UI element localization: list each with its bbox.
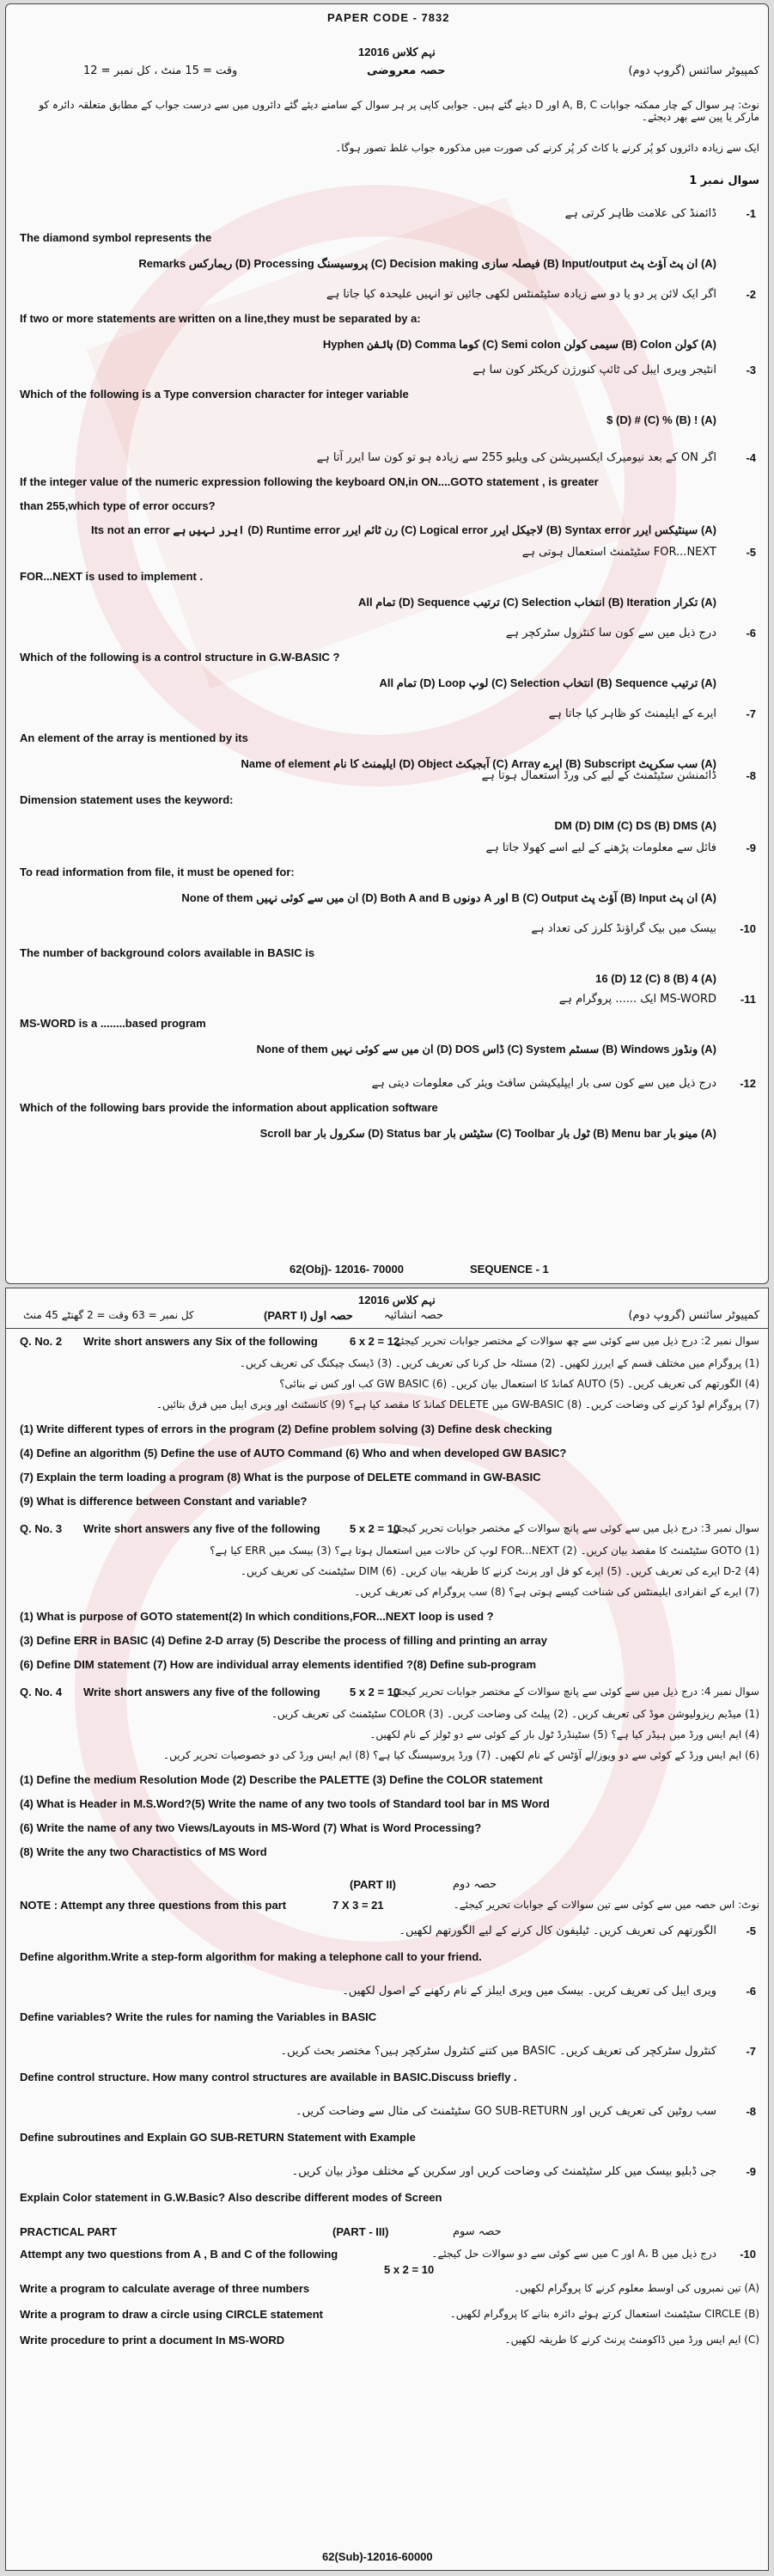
practical-english: Write a program to draw a circle using CIRCLE statement	[20, 2308, 324, 2321]
paper-code: PAPER CODE - 7832	[327, 11, 450, 24]
long-question-english: Explain Color statement in G.W.Basic? Also describe different modes of Screen	[20, 2191, 442, 2204]
practical-urdu: (B) CIRCLE سٹیٹمنٹ استعمال کرتے ہوئے دائرہ بنانے کا پروگرام لکھیں۔	[449, 2308, 759, 2320]
mcq-urdu-text: بیسک میں بیک گراؤنڈ کلرز کی تعداد ہے	[531, 922, 716, 935]
question-2-urdu-line: (7) پروگرام لوڈ کرنے کی وضاحت کریں۔ (8) GW-BASIC میں DELETE کمانڈ کا مقصد کیا ہے؟ (9) کانسٹنٹ اور ویری ایبل میں فرق بتائیں۔	[155, 1398, 759, 1410]
mcq-english-text: MS-WORD is a ........based program	[20, 1017, 206, 1030]
part-3-label: (PART - III)	[332, 2225, 389, 2238]
question-2-urdu-line: (1) پروگرام میں مختلف قسم کے ایررز لکھیں۔ (2) مسئلہ حل کرنا کی تعریف کریں۔ (3) ڈیسک چیکنگ کی تعریف کریں۔	[239, 1357, 759, 1369]
mcq-options: DM (D) DIM (C) DS (B) DMS (A)	[554, 819, 716, 832]
question-10-english: Attempt any two questions from A , B and C of the following	[20, 2248, 338, 2261]
mcq-english-text: An element of the array is mentioned by its	[20, 731, 248, 744]
question-10-marks: 5 x 2 = 10	[384, 2263, 435, 2276]
header-divider	[6, 1328, 768, 1329]
question-3-urdu-line: (7) ایرے کے انفرادی ایلیمنٹس کی شناخت کیسے ہوتی ہے؟ (8) سب پروگرام کی تعریف کریں۔	[354, 1586, 759, 1598]
question-2-urdu-heading: سوال نمبر 2: درج ذیل میں سے کوئی سے چھ سوالات کے مختصر جوابات تحریر کیجئے	[395, 1335, 759, 1347]
mcq-options: All تمام (D) Sequence ترتیب (C) Selection انتخاب (B) Iteration تکرار (A)	[358, 596, 716, 609]
mcq-number: -4	[746, 451, 756, 464]
mcq-english-text: To read information from file, it must be opened for:	[20, 866, 295, 878]
mcq-english-text: FOR...NEXT is used to implement .	[20, 570, 204, 583]
mcq-number: -2	[746, 288, 756, 301]
instruction-note-1: نوٹ: ہر سوال کے چار ممکنہ جوابات A, B, C اور D دیئے گئے ہیں۔ جوابی کاپی پر ہر سوال کے سامنے دیئے گئے دائروں میں سے درست جواب کے مطابق متعلقہ دائرہ کو مارکر یا پین سے بھر دیجئے۔	[39, 99, 759, 123]
question-2-label: Q. No. 2	[20, 1335, 63, 1348]
question-1-label: سوال نمبر 1	[689, 174, 759, 187]
mcq-english-text: The diamond symbol represents the	[20, 231, 212, 244]
question-2-english-line: (7) Explain the term loading a program (8) What is the purpose of DELETE command in GW-BASIC	[20, 1471, 541, 1484]
practical-english: Write procedure to print a document In MS-WORD	[20, 2334, 285, 2347]
objective-paper	[5, 3, 769, 1284]
question-3-marks: 5 x 2 = 10	[350, 1522, 400, 1535]
question-4-text: Write short answers any five of the following	[83, 1686, 320, 1698]
mcq-english-text: If the integer value of the numeric expression following the keyboard ON,in ON....GOTO statement , is greater	[20, 475, 599, 488]
mcq-english-text: If two or more statements are written on a line,they must be separated by a:	[20, 312, 421, 325]
practical-urdu: (C) ایم ایس ورڈ میں ڈاکومنٹ پرنٹ کرنے کا طریقہ لکھیں۔	[504, 2334, 759, 2346]
part-2-note: NOTE : Attempt any three questions from this part	[20, 1899, 287, 1912]
long-question-english: Define subroutines and Explain GO SUB-RETURN Statement with Example	[20, 2131, 416, 2144]
mcq-english-text: Which of the following is a Type conversion character for integer variable	[20, 388, 409, 401]
question-2-english-line: (9) What is difference between Constant and variable?	[20, 1495, 308, 1508]
long-question-number: -7	[746, 2045, 756, 2058]
class-line: 12016 ﻧﮩﻢ ﮐﻼس	[358, 46, 436, 58]
long-question-number: -5	[746, 1924, 756, 1937]
long-question-english: Define algorithm.Write a step-form algorithm for making a telephone call to your friend.	[20, 1950, 482, 1963]
mcq-number: -12	[740, 1077, 756, 1090]
long-question-number: -9	[746, 2165, 756, 2178]
mcq-english-text: Dimension statement uses the keyword:	[20, 793, 234, 806]
question-4-urdu-heading: سوال نمبر 4: درج ذیل میں سے کوئی سے پانچ سوالات کے مختصر جوابات تحریر کیجئے	[392, 1686, 759, 1698]
part-2-urdu-note: نوٹ: اس حصہ میں سے کوئی سے تین سوالات کے جوابات تحریر کیجئے۔	[453, 1899, 759, 1911]
mcq-number: -6	[746, 627, 756, 639]
mcq-urdu-text: انٹیجر ویری ایبل کی ٹائپ کنورژن کریکٹر کون سا ہے	[472, 364, 716, 376]
mcq-options: Hyphen ہائفن (D) Comma کوما (C) Semi colon سیمی کولن (B) Colon کولن (A)	[322, 338, 716, 351]
question-4-english-line: (6) Write the name of any two Views/Layouts in MS-Word (7) What is Word Processing?	[20, 1821, 482, 1834]
mcq-urdu-text: اگر ایک لائن پر دو یا دو سے زیادہ سٹیٹمنٹس لکھی جائیں تو انہیں علیحدہ کیا جاتا ہے	[326, 288, 716, 301]
time-marks: وقت = 15 منٹ ، کل نمبر = 12	[83, 64, 238, 77]
question-4-urdu-line: (6) ایم ایس ورڈ کے کوئی سے دو ویوز/لے آؤٹس کے نام لکھیں۔ (7) ورڈ پروسیسنگ کیا ہے؟ (8) ایم ایس ورڈ کی دو خصوصیات تحریر کریں۔	[163, 1749, 759, 1761]
subject-title-2: کمپیوٹر سائنس (گروپ دوم)	[628, 1309, 759, 1322]
sequence-label: SEQUENCE - 1	[470, 1263, 549, 1276]
question-2-english-line: (1) Write different types of errors in the program (2) Define problem solving (3) Define desk checking	[20, 1423, 552, 1435]
mcq-options: Remarks ریمارکس (D) Processing پروسیسنگ (C) Decision making فیصلہ سازی (B) Input/output ان پٹ آؤٹ پٹ (A)	[138, 257, 716, 270]
question-4-label: Q. No. 4	[20, 1686, 63, 1698]
mcq-options: All تمام (D) Loop لوپ (C) Selection انتخاب (B) Sequence ترتیب (A)	[379, 676, 716, 689]
long-question-urdu: ویری ایبل کی تعریف کریں۔ بیسک میں ویری ایبلز کے نام رکھنے کے اصول لکھیں۔	[342, 1985, 716, 1998]
marks-time-2: کل نمبر = 63 وقت = 2 گھنٹے 45 منٹ	[23, 1309, 194, 1321]
mcq-english-text: Which of the following bars provide the information about application software	[20, 1101, 438, 1114]
question-3-english-line: (6) Define DIM statement (7) How are individual array elements identified ?(8) Define sub-program	[20, 1658, 537, 1671]
question-3-text: Write short answers any five of the following	[83, 1522, 320, 1535]
mcq-number: -11	[740, 993, 756, 1006]
mcq-options: $ (D) # (C) % (B) ! (A)	[606, 413, 716, 426]
mcq-options: None of them ان میں سے کوئی نہیں (D) Both A and B دونوں A اور B (C) Output آؤٹ پٹ (B) Input ان پٹ (A)	[181, 891, 716, 904]
mcq-english-text-cont: than 255,which type of error occurs?	[20, 499, 216, 512]
question-3-urdu-line: (1) GOTO سٹیٹمنٹ کا مقصد بیان کریں۔ (2) FOR...NEXT لوپ کن حالات میں استعمال ہوتا ہے؟ (3) بیسک میں ERR کیا ہے؟	[210, 1545, 759, 1557]
question-4-english-line: (8) Write the any two Charactistics of MS Word	[20, 1845, 267, 1858]
class-line-2: 12016 ﻧﮩﻢ ﮐﻼس	[358, 1294, 436, 1306]
mcq-urdu-text: فائل سے معلومات پڑھنے کے لیے اسے کھولا جاتا ہے	[485, 841, 716, 854]
question-3-english-line: (1) What is purpose of GOTO statement(2) In which conditions,FOR...NEXT loop is used ?	[20, 1610, 494, 1623]
subject-title: کمپیوٹر سائنس (گروپ دوم)	[628, 64, 759, 77]
instruction-note-2: ایک سے زیادہ دائروں کو پُر کرنے یا کاٹ کر پُر کرنے کی صورت میں مذکورہ جواب غلط تصور ہوگا۔	[335, 142, 759, 154]
mcq-options: 16 (D) 12 (C) 8 (B) 4 (A)	[595, 972, 716, 985]
mcq-number: -10	[740, 922, 756, 935]
question-4-urdu-line: (4) ایم ایس ورڈ میں ہیڈر کیا ہے؟ (5) سٹینڈرڈ ٹول بار کے کوئی سے دو ٹولز کے نام لکھیں۔	[369, 1729, 759, 1741]
part-2-label: (PART II)	[350, 1878, 396, 1891]
question-2-text: Write short answers any Six of the following	[83, 1335, 318, 1348]
long-question-english: Define control structure. How many control structures are available in BASIC.Discuss briefly .	[20, 2071, 517, 2083]
part-3-urdu-label: حصہ سوم	[453, 2225, 502, 2238]
objective-footer-code: 62(Obj)- 12016- 70000	[289, 1263, 404, 1276]
practical-english: Write a program to calculate average of three numbers	[20, 2282, 310, 2295]
question-2-marks: 6 x 2 = 12	[350, 1335, 400, 1348]
mcq-number: -9	[746, 841, 756, 854]
section-title: حصہ معروضی	[367, 64, 446, 77]
mcq-urdu-text: اگر ON کے بعد نیومیرک ایکسپریشن کی ویلیو 255 سے زیادہ ہو تو کون سا ایرر آتا ہے	[316, 451, 716, 464]
question-4-english-line: (4) What is Header in M.S.Word?(5) Write the name of any two tools of Standard tool bar in MS Word	[20, 1797, 550, 1810]
long-question-urdu: کنٹرول سٹرکچر کی تعریف کریں۔ BASIC میں کتنے کنٹرول سٹرکچر ہیں؟ مختصر بحث کریں۔	[280, 2045, 716, 2058]
mcq-options: Its not an error ایرر نہیں ہے (D) Runtime error رن ٹائم ایرر (C) Logical error لاجیکل ایرر (B) Syntax error سینٹیکس ایرر (A)	[90, 523, 716, 536]
subjective-paper	[5, 1288, 769, 2571]
long-question-urdu: جی ڈبلیو بیسک میں کلر سٹیٹمنٹ کی وضاحت کریں اور سکرین کے مختلف موڈز بیان کریں۔	[291, 2165, 716, 2178]
mcq-urdu-text: MS-WORD ایک ...... پروگرام ہے	[558, 993, 716, 1006]
mcq-options: Scroll bar سکرول بار (D) Status bar سٹیٹس بار (C) Toolbar ٹول بار (B) Menu bar مینو بار (A)	[259, 1127, 716, 1140]
mcq-number: -1	[746, 207, 756, 220]
question-4-english-line: (1) Define the medium Resolution Mode (2) Describe the PALETTE (3) Define the COLOR statement	[20, 1773, 543, 1786]
question-3-english-line: (3) Define ERR in BASIC (4) Define 2-D array (5) Describe the process of filling and printing an array	[20, 1634, 548, 1647]
long-question-number: -8	[746, 2105, 756, 2118]
question-10-urdu: درج ذیل میں A، B اور C میں سے کوئی سے دو سوالات حل کیجئے۔	[431, 2248, 716, 2260]
practical-urdu: (A) تین نمبروں کی اوسط معلوم کرنے کا پروگرام لکھیں۔	[514, 2282, 759, 2294]
question-2-english-line: (4) Define an algorithm (5) Define the use of AUTO Command (6) Who and when developed GW BASIC?	[20, 1447, 567, 1459]
mcq-english-text: The number of background colors available in BASIC is	[20, 946, 315, 959]
long-question-urdu: سب روٹین کی تعریف کریں اور GO SUB-RETURN سٹیٹمنٹ کی مثال سے وضاحت کریں۔	[296, 2105, 716, 2118]
mcq-number: -5	[746, 546, 756, 559]
mcq-number: -7	[746, 707, 756, 720]
mcq-urdu-text: ایرے کے ایلیمنٹ کو ظاہر کیا جاتا ہے	[548, 707, 716, 720]
mcq-options: None of them ان میں سے کوئی نہیں (D) DOS ڈاس (C) System سسٹم (B) Windows ونڈوز (A)	[256, 1043, 716, 1055]
mcq-number: -3	[746, 364, 756, 376]
question-2-urdu-line: (4) الگورتھم کی تعریف کریں۔ (5) AUTO کمانڈ کا استعمال بیان کریں۔ (6) GW BASIC کب اور کس نے بنائی؟	[279, 1378, 759, 1390]
question-4-urdu-line: (1) میڈیم ریزولیوشن موڈ کی تعریف کریں۔ (2) پیلٹ کی وضاحت کریں۔ (3) COLOR سٹیٹمنٹ کی تعریف کریں۔	[271, 1708, 759, 1720]
question-3-urdu-line: (4) 2-D ایرے کی تعریف کریں۔ (5) ایرے کو فل اور پرنٹ کرنے کا طریقہ بیان کریں۔ (6) DIM سٹیٹمنٹ کی تعریف کریں۔	[240, 1565, 759, 1577]
long-question-number: -6	[746, 1985, 756, 1998]
practical-part-label: PRACTICAL PART	[20, 2225, 117, 2238]
part-1-label: (PART I) حصہ اول	[264, 1309, 353, 1322]
mcq-urdu-text: درج ذیل میں سے کون سا کنٹرول سٹرکچر ہے	[505, 627, 716, 639]
question-3-urdu-heading: سوال نمبر 3: درج ذیل میں سے کوئی سے پانچ سوالات کے مختصر جوابات تحریر کیجئے	[392, 1522, 759, 1534]
question-10-number: -10	[740, 2248, 756, 2261]
part-2-marks: 7 X 3 = 21	[332, 1899, 384, 1912]
mcq-urdu-text: ڈائمنشن سٹیٹمنٹ کے لیے کی ورڈ استعمال ہوتا ہے	[481, 769, 716, 782]
mcq-number: -8	[746, 769, 756, 782]
mcq-options: Name of element ایلیمنٹ کا نام (D) Object آبجیکٹ (C) Array ایرے (B) Subscript سب سکرپٹ (A)	[241, 757, 716, 770]
mcq-urdu-text: درج ذیل میں سے کون سی بار ایپلیکیشن سافٹ ویئر کی معلومات دیتی ہے	[371, 1077, 716, 1090]
mcq-english-text: Which of the following is a control structure in G.W-BASIC ?	[20, 651, 340, 664]
question-3-label: Q. No. 3	[20, 1522, 63, 1535]
long-question-english: Define variables? Write the rules for naming the Variables in BASIC	[20, 2010, 377, 2023]
mcq-urdu-text: ڈائمنڈ کی علامت ظاہر کرتی ہے	[564, 207, 716, 220]
long-question-urdu: الگورتھم کی تعریف کریں۔ ٹیلیفون کال کرنے کے لیے الگورتھم لکھیں۔	[399, 1924, 716, 1937]
question-4-marks: 5 x 2 = 10	[350, 1686, 400, 1698]
mcq-urdu-text: FOR...NEXT سٹیٹمنٹ استعمال ہوتی ہے	[521, 546, 716, 559]
subjective-footer-code: 62(Sub)-12016-60000	[322, 2550, 433, 2563]
section-title-2: حصہ انشائیہ	[384, 1309, 444, 1322]
part-2-urdu-label: حصہ دوم	[453, 1878, 497, 1891]
